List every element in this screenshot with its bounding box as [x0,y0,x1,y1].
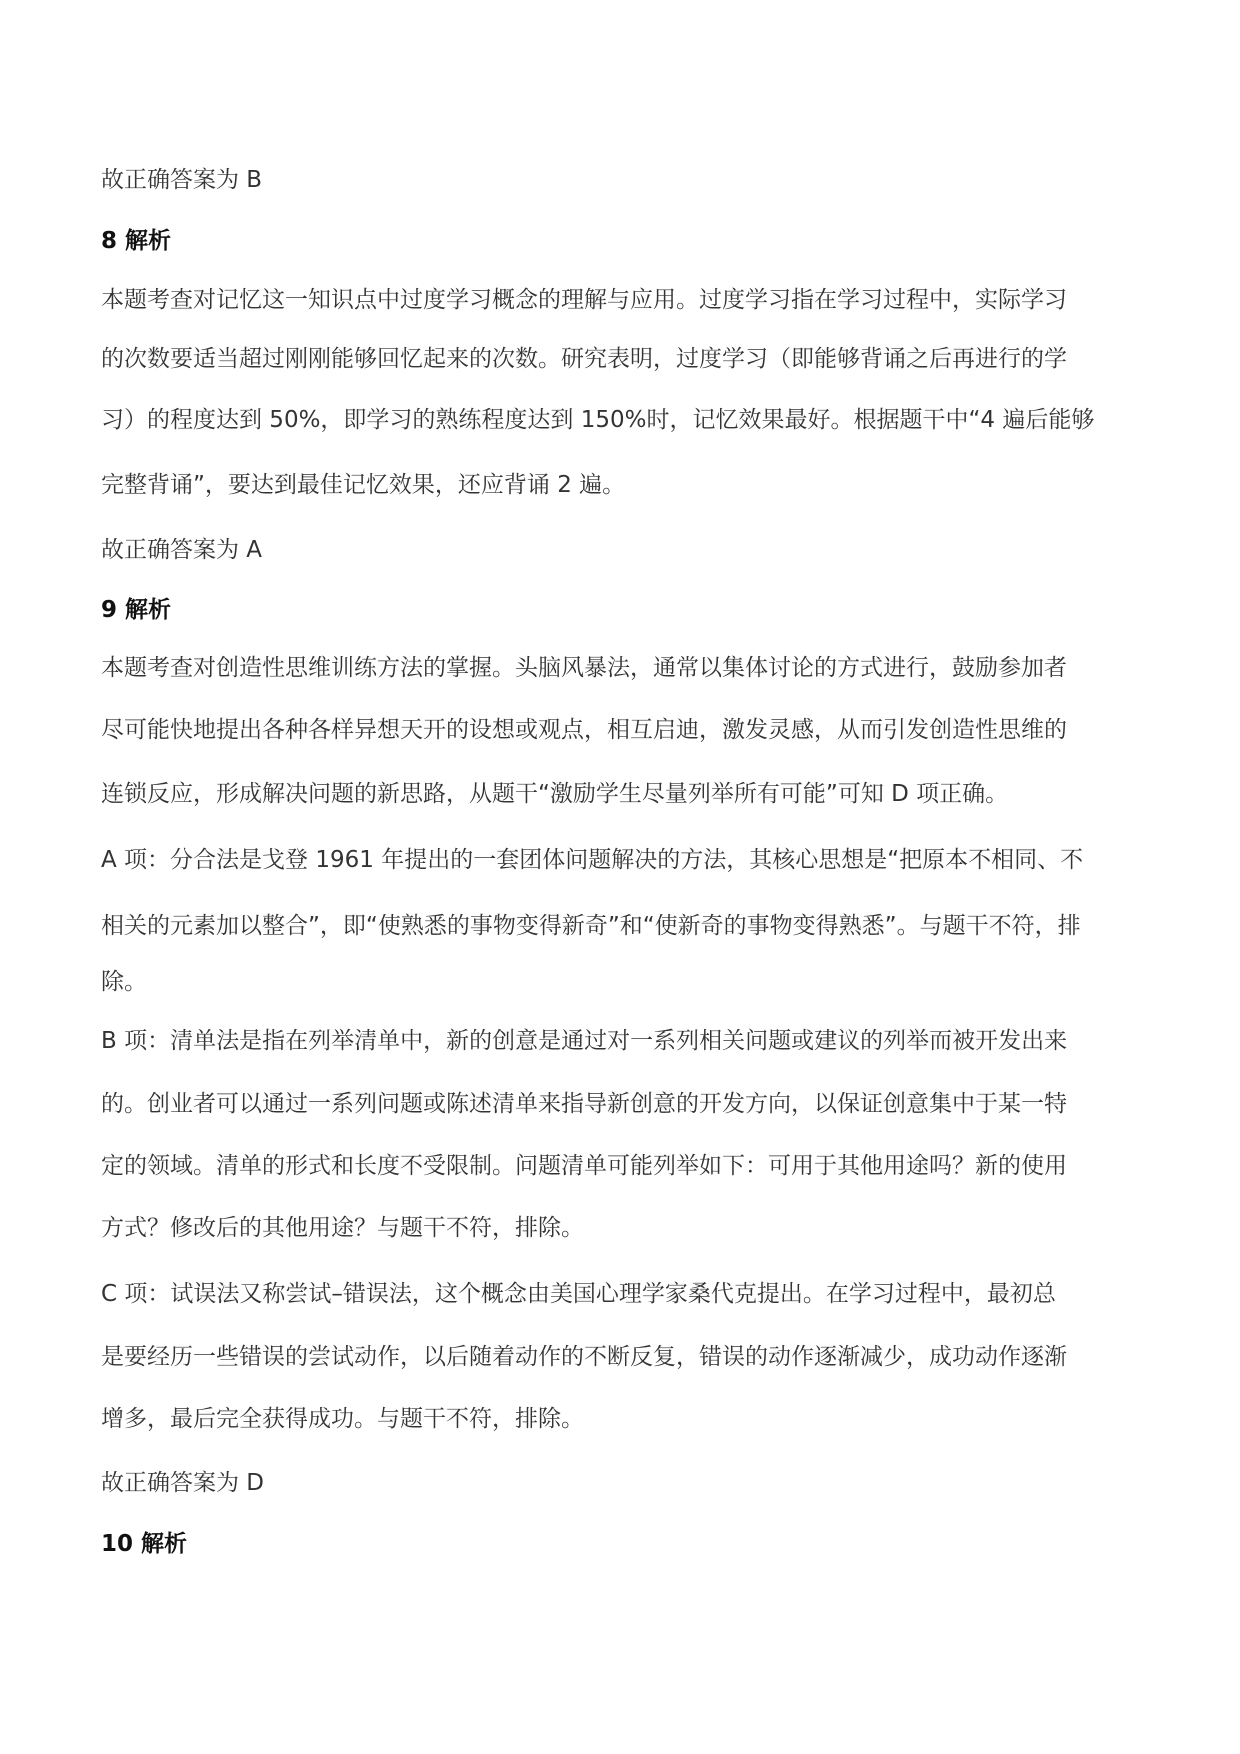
option-b-line: 方式？修改后的其他用途？与题干不符，排除。 [101,1215,584,1241]
section-heading-q9: 9 解析 [101,597,172,623]
option-c-line: 是要经历一些错误的尝试动作，以后随着动作的不断反复，错误的动作逐渐减少，成功动作逐渐 [101,1344,1067,1370]
answer-line: 故正确答案为 B [101,167,263,193]
section-heading-q10: 10 解析 [101,1531,188,1557]
option-c-line: 增多，最后完全获得成功。与题干不符，排除。 [101,1406,584,1432]
option-a-line: 除。 [101,969,147,995]
paragraph-line: 尽可能快地提出各种各样异想天开的设想或观点，相互启迪，激发灵感，从而引发创造性思维的 [101,717,1067,743]
option-a-line: 相关的元素加以整合”，即“使熟悉的事物变得新奇”和“使新奇的事物变得熟悉”。与题干不符，排 [101,913,1081,939]
paragraph-line: 本题考查对创造性思维训练方法的掌握。头脑风暴法，通常以集体讨论的方式进行，鼓励参加者 [101,655,1067,681]
option-b-line: 定的领域。清单的形式和长度不受限制。问题清单可能列举如下：可用于其他用途吗？新的使用 [101,1153,1067,1179]
paragraph-line: 连锁反应，形成解决问题的新思路，从题干“激励学生尽量列举所有可能”可知 D 项正确。 [101,781,1009,807]
answer-line: 故正确答案为 D [101,1470,265,1496]
option-a-line: A 项：分合法是戈登 1961 年提出的一套团体问题解决的方法，其核心思想是“把原本不相同、不 [101,847,1084,873]
paragraph-line: 习）的程度达到 50%，即学习的熟练程度达到 150%时，记忆效果最好。根据题干中“4 遍后能够 [101,407,1095,433]
section-heading-q8: 8 解析 [101,228,172,254]
paragraph-line: 的次数要适当超过刚刚能够回忆起来的次数。研究表明，过度学习（即能够背诵之后再进行的学 [101,346,1067,372]
option-c-line: C 项：试误法又称尝试–错误法，这个概念由美国心理学家桑代克提出。在学习过程中，最初总 [101,1281,1056,1307]
paragraph-line: 完整背诵”，要达到最佳记忆效果，还应背诵 2 遍。 [101,472,626,498]
option-b-line: 的。创业者可以通过一系列问题或陈述清单来指导新创意的开发方向，以保证创意集中于某一特 [101,1091,1067,1117]
option-b-line: B 项：清单法是指在列举清单中，新的创意是通过对一系列相关问题或建议的列举而被开发出来 [101,1028,1068,1054]
answer-line: 故正确答案为 A [101,537,263,563]
paragraph-line: 本题考查对记忆这一知识点中过度学习概念的理解与应用。过度学习指在学习过程中，实际学习 [101,287,1067,313]
